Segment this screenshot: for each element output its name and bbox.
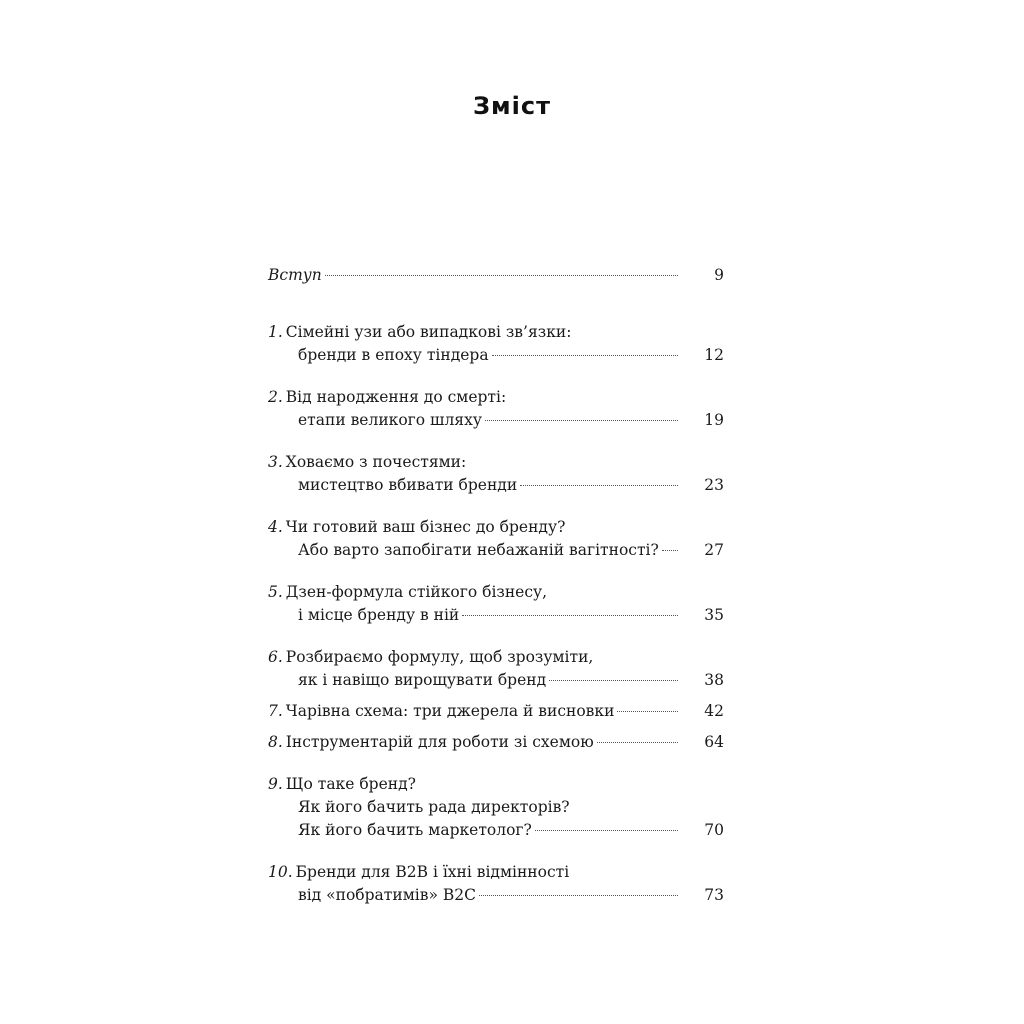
chapter-number: 3. [268,453,283,471]
toc-entry-1[interactable] [268,321,724,367]
chapter-title-line: Що таке бренд? [285,775,416,793]
chapter-title-line: як і навіщо вирощувати бренд [298,671,547,689]
chapter-number: 4. [268,518,283,536]
toc-entry-10[interactable] [268,861,724,907]
toc-page-number: 42 [704,702,724,720]
chapter-title-line: бренди в епоху тіндера [298,346,489,364]
chapter-number: 8. [268,733,283,751]
toc-page-number: 9 [714,266,724,284]
toc-page-number: 19 [704,411,724,429]
chapter-number: 1. [268,323,283,341]
toc-intro-label: Вступ [268,266,322,284]
toc-page-number: 35 [704,606,724,624]
dot-leader [492,355,678,356]
toc-entry-3[interactable] [268,451,724,497]
dot-leader [597,742,678,743]
dot-leader [462,615,678,616]
toc-page-number: 12 [704,346,724,364]
chapter-title-line: і місце бренду в ній [298,606,460,624]
chapter-number: 9. [268,775,283,793]
chapter-title-line: Чарівна схема: три джерела й висновки [285,702,615,720]
chapter-title-line: Як його бачить маркетолог? [298,821,532,839]
dot-leader [485,420,678,421]
chapter-number: 6. [268,648,283,666]
dot-leader [662,550,678,551]
toc-page-number: 38 [704,671,724,689]
chapter-title-line: від «побратимів» B2C [298,886,476,904]
toc-entry-intro[interactable] [268,264,724,287]
chapter-number: 7. [268,702,283,720]
toc-page-number: 23 [704,476,724,494]
toc-page-number: 64 [704,733,724,751]
toc-entry-6[interactable] [268,646,724,692]
dot-leader [549,680,678,681]
chapter-title-line: Або варто запобігати небажаній вагітності? [298,541,659,559]
chapter-title-line: Ховаємо з почестями: [285,453,467,471]
dot-leader [535,830,678,831]
chapter-number: 10. [268,863,293,881]
toc-entry-5[interactable] [268,581,724,627]
toc-page-number: 70 [704,821,724,839]
dot-leader [617,711,678,712]
toc-page-number: 27 [704,541,724,559]
chapter-title-line: Від народження до смерті: [285,388,507,406]
toc-page-number: 73 [704,886,724,904]
toc-entry-7[interactable] [268,700,724,723]
chapter-title-line: Сімейні узи або випадкові зв’язки: [285,323,572,341]
chapter-title-line: мистецтво вбивати бренди [298,476,518,494]
toc-entry-4[interactable] [268,516,724,562]
chapter-title-line: Розбираємо формулу, щоб зрозуміти, [285,648,594,666]
chapter-title-line: Як його бачить рада директорів? [298,798,570,816]
dot-leader [325,275,678,276]
toc-entry-8[interactable] [268,731,724,754]
chapter-title-line: етапи великого шляху [298,411,482,429]
dot-leader [479,895,678,896]
chapter-number: 2. [268,388,283,406]
chapter-title-line: Інструментарій для роботи зі схемою [285,733,594,751]
table-of-contents [268,264,724,907]
toc-entry-9[interactable] [268,773,724,842]
chapter-number: 5. [268,583,283,601]
chapter-title-line: Бренди для B2B і їхні відмінності [295,863,570,881]
dot-leader [520,485,678,486]
chapter-title-line: Дзен-формула стійкого бізнесу, [285,583,548,601]
page-title: Зміст [472,92,552,120]
toc-entry-2[interactable] [268,386,724,432]
chapter-title-line: Чи готовий ваш бізнес до бренду? [285,518,566,536]
